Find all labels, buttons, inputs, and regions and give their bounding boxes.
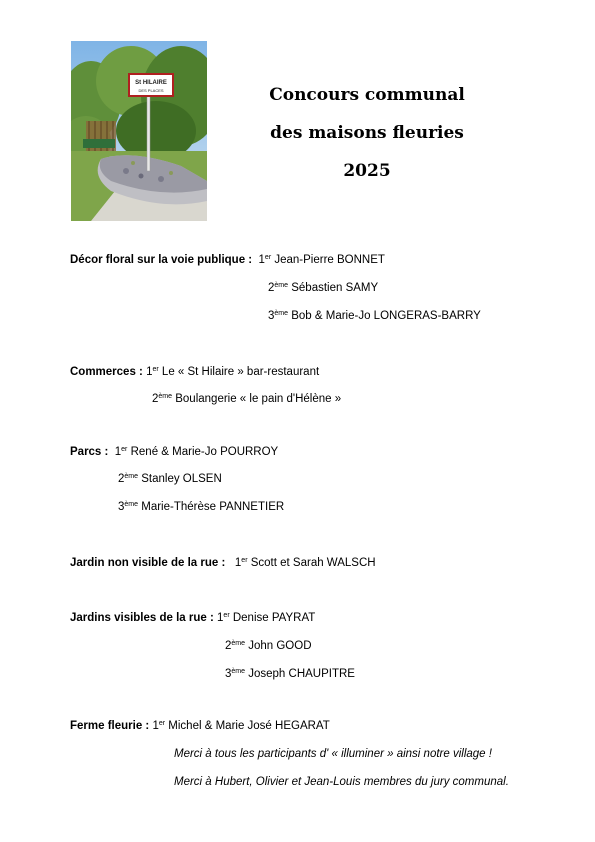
rank: 3 <box>118 501 125 513</box>
winner-name: René & Marie-Jo POURROY <box>130 446 279 458</box>
rank-suffix: er <box>241 557 248 564</box>
jardins-visibles-row-3 <box>225 667 355 681</box>
rank: 2 <box>152 393 159 405</box>
winner-name: Joseph CHAUPITRE <box>248 668 355 680</box>
rank: 1 <box>258 254 265 266</box>
winner-name: Marie-Thérèse PANNETIER <box>141 501 285 513</box>
decor-row-3 <box>268 309 481 323</box>
rank: 2 <box>118 473 125 485</box>
winner-name: Jean-Pierre BONNET <box>274 254 385 266</box>
rank-suffix: er <box>152 366 159 373</box>
thanks-participants: Merci à tous les participants d' « illuminer » ainsi notre village ! <box>174 748 492 760</box>
rank-suffix: er <box>264 254 272 261</box>
winner-name: Sébastien SAMY <box>291 282 379 294</box>
commerces-row-2 <box>152 392 341 406</box>
jardin-non-visible-label: Jardin non visible de la rue : <box>70 557 226 569</box>
rank: 2 <box>268 282 275 294</box>
winner-name: Stanley OLSEN <box>141 473 222 485</box>
title-line3: 2025 <box>343 161 391 181</box>
rank: 1 <box>146 366 153 378</box>
parcs-label: Parcs : <box>70 446 109 458</box>
rank: 1 <box>217 612 224 624</box>
rank: 3 <box>268 310 275 322</box>
rank-suffix: ème <box>231 668 246 675</box>
decor-row-1 <box>70 253 385 267</box>
decor-row-2 <box>268 281 378 295</box>
jardins-visibles-row-2 <box>225 639 312 653</box>
title-line2: des maisons fleuries <box>270 123 464 143</box>
winner-name: Bob & Marie-Jo LONGERAS-BARRY <box>291 310 481 322</box>
rank: 2 <box>225 640 232 652</box>
rank-suffix: ème <box>274 310 289 317</box>
rank-suffix: er <box>121 446 128 453</box>
rank-suffix: ème <box>274 282 289 289</box>
rank: 1 <box>152 720 159 732</box>
decor-label: Décor floral sur la voie publique : <box>70 254 253 266</box>
ferme-row-1 <box>70 719 330 733</box>
village-sign-photo <box>71 41 207 221</box>
ferme-label: Ferme fleurie : <box>70 720 150 732</box>
rank-suffix: ème <box>158 393 173 400</box>
rank-suffix: er <box>223 612 230 619</box>
sign-line2: DES PLACES <box>138 88 164 93</box>
winner-name: Scott et Sarah WALSCH <box>250 557 376 569</box>
rank: 1 <box>234 557 242 569</box>
thanks-jury: Merci à Hubert, Olivier et Jean-Louis membres du jury communal. <box>174 776 509 788</box>
winner-name: Boulangerie « le pain d'Hélène » <box>175 393 342 405</box>
winner-name: Denise PAYRAT <box>232 612 316 624</box>
commerces-row-1 <box>70 365 319 379</box>
parcs-row-3 <box>118 500 284 514</box>
parcs-row-2 <box>118 472 222 486</box>
rank-suffix: ème <box>231 640 246 647</box>
jardins-visibles-row-1 <box>70 611 315 625</box>
commerces-label: Commerces : <box>70 366 143 378</box>
rank-suffix: ème <box>124 473 139 480</box>
page-title <box>240 76 494 190</box>
jardins-visibles-label: Jardins visibles de la rue : <box>70 612 214 624</box>
title-line1: Concours communal <box>269 85 465 105</box>
jardin-non-visible-row-1 <box>70 556 376 570</box>
sign-line1: St HILAIRE <box>135 80 167 86</box>
parcs-row-1 <box>70 445 278 459</box>
winner-name: Le « St Hilaire » bar-restaurant <box>161 366 320 378</box>
rank-suffix: ème <box>124 501 139 508</box>
winner-name: Michel & Marie José HEGARAT <box>168 720 330 732</box>
winner-name: John GOOD <box>248 640 312 652</box>
rank-suffix: er <box>158 720 166 727</box>
rank: 3 <box>225 668 232 680</box>
rank: 1 <box>114 446 122 458</box>
